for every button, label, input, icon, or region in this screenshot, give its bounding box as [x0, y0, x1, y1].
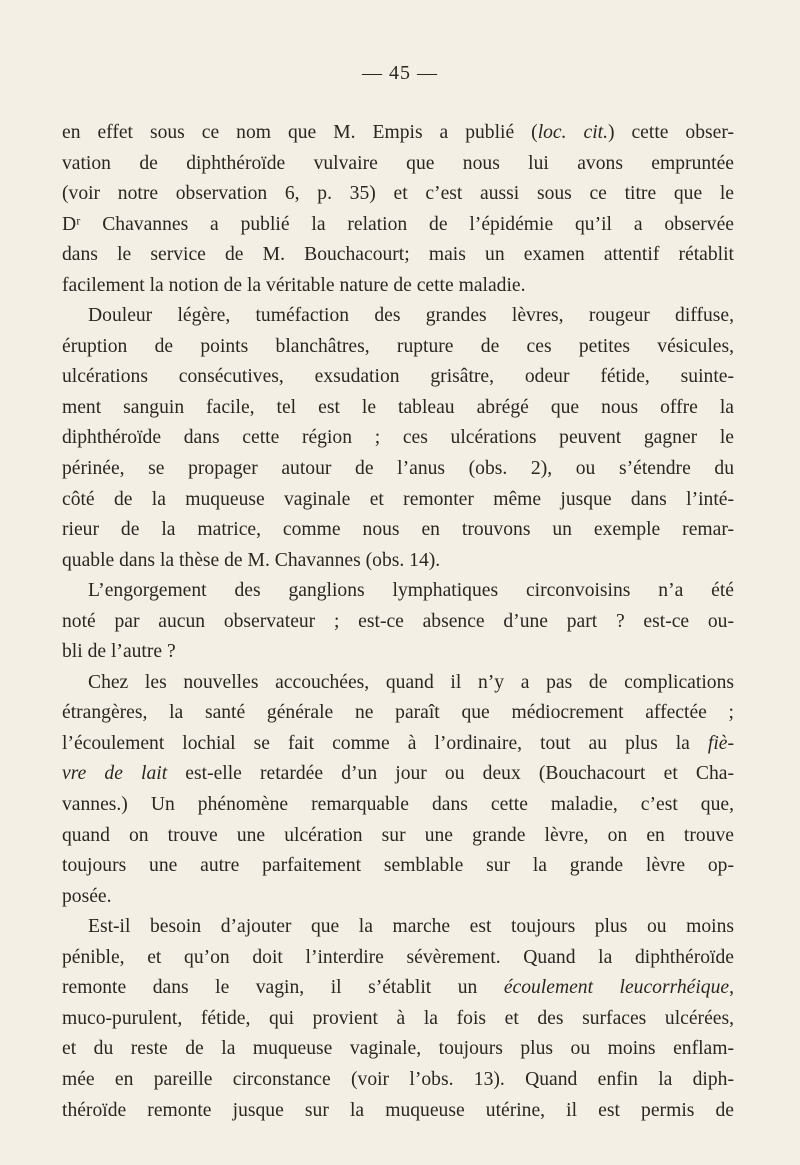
text-line: et du reste de la muqueuse vaginale, toujours plus ou moins enflam- [62, 1038, 734, 1060]
text-line: posée. [62, 885, 112, 907]
text-line: quand on trouve une ulcération sur une grande lèvre, on en trouve [62, 824, 734, 846]
text-line: rieur de la matrice, comme nous en trouvons un exemple remar- [62, 519, 734, 541]
text-line: pénible, et qu’on doit l’interdire sévèrement. Quand la diphthéroïde [62, 946, 734, 968]
body-text [62, 118, 734, 1126]
text-line: Chez les nouvelles accouchées, quand il n’y a pas de complications [88, 671, 734, 693]
text-line: vannes.) Un phénomène remarquable dans cette maladie, c’est que, [62, 794, 734, 816]
text-line: vre de lait est-elle retardée d’un jour ou deux (Bouchacourt et Cha- [62, 763, 734, 785]
text-line: (voir notre observation 6, p. 35) et c’est aussi sous ce titre que le [62, 183, 734, 205]
text-line: Douleur légère, tuméfaction des grandes lèvres, rougeur diffuse, [88, 305, 734, 327]
text-line: muco-purulent, fétide, qui provient à la fois et des surfaces ulcérées, [62, 1007, 734, 1029]
text-line: diphthéroïde dans cette région ; ces ulcérations peuvent gagner le [62, 427, 734, 449]
text-line: étrangères, la santé générale ne paraît que médiocrement affectée ; [62, 702, 734, 724]
text-line: l’écoulement lochial se fait comme à l’ordinaire, tout au plus la fiè- [62, 732, 734, 754]
text-line: remonte dans le vagin, il s’établit un écoulement leucorrhéique, [62, 977, 734, 999]
italic-text: vre de lait [62, 763, 168, 785]
page-number: — 45 — [362, 62, 438, 84]
text-line: Dʳ Chavannes a publié la relation de l’épidémie qu’il a observée [62, 213, 734, 235]
text-line: côté de la muqueuse vaginale et remonter même jusque dans l’inté- [62, 488, 734, 510]
text-line: noté par aucun observateur ; est-ce absence d’une part ? est-ce ou- [62, 610, 734, 632]
text-line: vation de diphthéroïde vulvaire que nous lui avons empruntée [62, 152, 734, 174]
text-line: quable dans la thèse de M. Chavannes (obs. 14). [62, 549, 441, 571]
text-line: dans le service de M. Bouchacourt; mais un examen attentif rétablit [62, 244, 734, 266]
text-line: mée en pareille circonstance (voir l’obs. 13). Quand enfin la diph- [62, 1068, 734, 1090]
text-line: en effet sous ce nom que M. Empis a publié (loc. cit.) cette obser- [62, 122, 735, 143]
text-line: éruption de points blanchâtres, rupture de ces petites vésicules, [62, 335, 734, 357]
text-line: L’engorgement des ganglions lymphatiques circonvoisins n’a été [88, 580, 734, 602]
text-line: bli de l’autre ? [62, 641, 176, 663]
text-line: toujours une autre parfaitement semblable sur la grande lèvre op- [62, 855, 734, 877]
italic-text: fiè- [707, 732, 734, 754]
text-line: théroïde remonte jusque sur la muqueuse utérine, il est permis de [62, 1099, 734, 1121]
text-line: périnée, se propager autour de l’anus (obs. 2), ou s’étendre du [62, 458, 734, 480]
italic-text: loc. cit. [537, 122, 608, 143]
text-line: Est-il besoin d’ajouter que la marche est toujours plus ou moins [88, 916, 734, 938]
text-line: ment sanguin facile, tel est le tableau abrégé que nous offre la [62, 396, 734, 418]
italic-text: écoulement leucorrhéique [503, 977, 730, 999]
text-line: facilement la notion de la véritable nature de cette maladie. [62, 274, 526, 296]
text-line: ulcérations consécutives, exsudation grisâtre, odeur fétide, suinte- [62, 366, 734, 388]
